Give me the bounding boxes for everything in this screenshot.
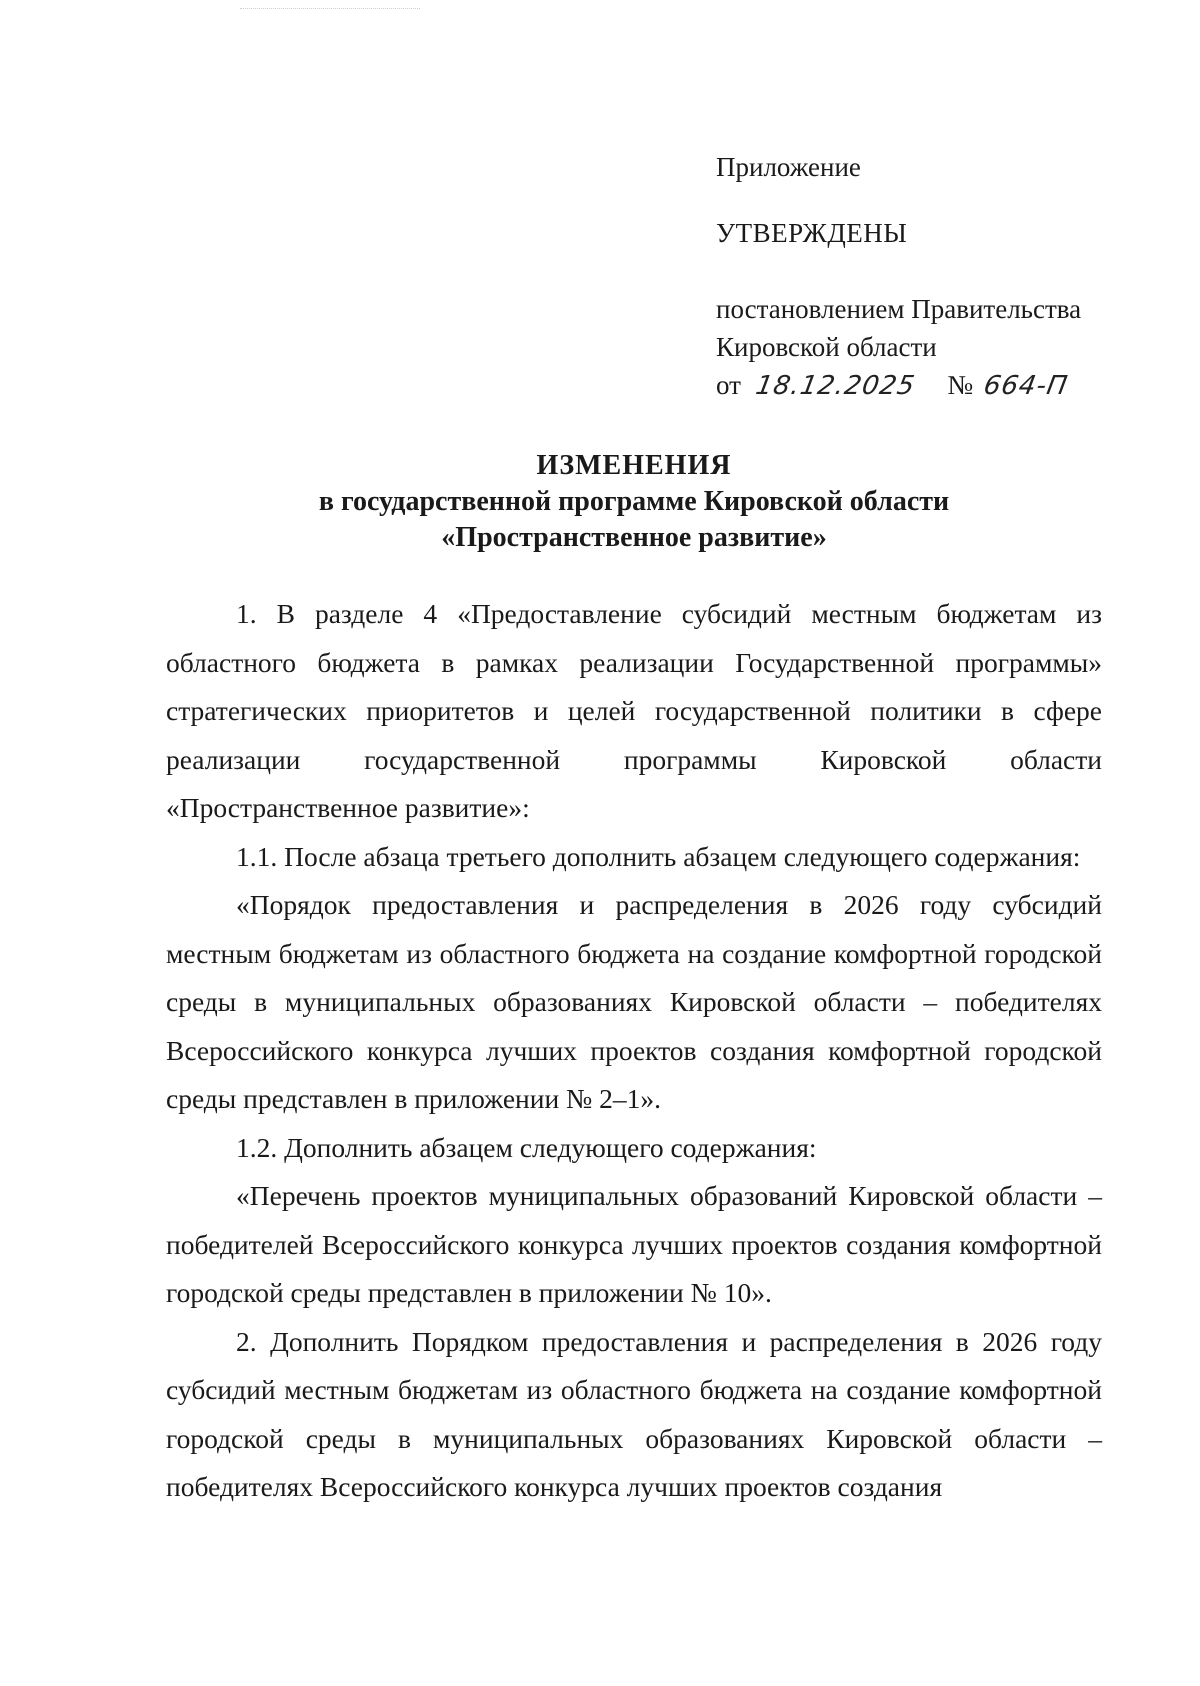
handwritten-number: 664-П bbox=[981, 371, 1071, 401]
paragraph-1-2-quote: «Перечень проектов муниципальных образований Кировской области – победителей Всероссийского конкурса лучших проектов создания комфортной городской среды представлен в приложении № 10». bbox=[166, 1180, 1102, 1308]
document-body bbox=[166, 590, 1102, 1512]
paragraph-1-2: 1.2. Дополнить абзацем следующего содержания: bbox=[236, 1131, 817, 1163]
decree-date-line bbox=[716, 366, 1156, 405]
handwritten-date: 18.12.2025 bbox=[753, 371, 918, 401]
scan-artifact bbox=[240, 8, 420, 13]
approval-block bbox=[716, 148, 1156, 405]
number-prefix: № bbox=[947, 370, 974, 400]
paragraph-1-1-quote: «Порядок предоставления и распределения в 2026 году субсидий местным бюджетам из областного бюджета на создание комфортной городской среды в муниципальных образованиях Кировской области – победителях Всероссийского конкурса лучших проектов создания комфортной городской среды представлен в приложении № 2–1». bbox=[166, 889, 1102, 1114]
heading-title: ИЗМЕНЕНИЯ bbox=[536, 450, 732, 481]
paragraph-1-1: 1.1. После абзаца третьего дополнить абзацем следующего содержания: bbox=[236, 840, 1081, 872]
decree-line-2: Кировской области bbox=[716, 332, 937, 362]
paragraph-1: 1. В разделе 4 «Предоставление субсидий местным бюджетам из областного бюджета в рамках реализации Государственной программы» стратегических приоритетов и целей государственной политики в сфере реализации государственной программы Кировской области «Пространственное развитие»: bbox=[166, 598, 1102, 823]
heading-subtitle-1: в государственной программе Кировской области bbox=[318, 486, 950, 517]
appendix-label: Приложение bbox=[716, 152, 861, 182]
decree-line-1: постановлением Правительства bbox=[716, 294, 1082, 324]
heading-subtitle-2: «Пространственное развитие» bbox=[441, 522, 827, 553]
approved-label: УТВЕРЖДЕНЫ bbox=[716, 218, 908, 248]
decree-reference bbox=[716, 290, 1156, 405]
document-heading bbox=[166, 448, 1102, 556]
paragraph-2: 2. Дополнить Порядком предоставления и распределения в 2026 году субсидий местным бюджетам из областного бюджета на создание комфортной городской среды в муниципальных образованиях Кировской области – победителях Всероссийского конкурса лучших проектов создания bbox=[166, 1325, 1102, 1502]
date-prefix: от bbox=[716, 370, 741, 400]
